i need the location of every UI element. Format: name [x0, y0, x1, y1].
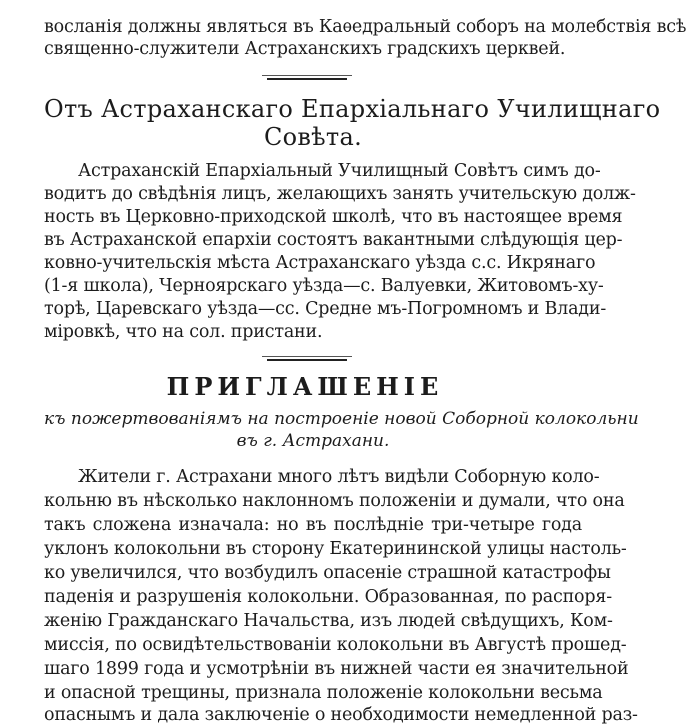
notice-text-line: міровкѣ, что на сол. пристани.: [44, 322, 323, 342]
section-divider: [262, 75, 352, 76]
invitation-text-line: такъ сложена изначала: но въ послѣдніе три-четыре года: [44, 515, 582, 535]
top-paragraph-line: восланія должны являться въ Каѳедральный соборъ на молебствія всѣ: [44, 17, 686, 37]
top-paragraph-line: священно-служители Астраханскихъ градскихъ церквей.: [44, 39, 566, 59]
invitation-text-line: ко увеличился, что возбудилъ опасеніе страшной катастрофы: [44, 563, 611, 583]
section-divider: [262, 356, 352, 357]
invitation-text-line: паденія и разрушенія колокольни. Образованная, по распоря-: [44, 587, 612, 607]
notice-text-line: водитъ до свѣдѣнія лицъ, желающихъ занять учительскую долж-: [44, 184, 636, 204]
invitation-subtitle-line: къ пожертвованіямъ на построеніе новой Соборной колокольни: [44, 409, 639, 429]
invitation-title: ПРИГЛАШЕНІЕ: [166, 372, 444, 401]
invitation-text-line: уклонъ колокольни въ сторону Екатерининской улицы настоль-: [44, 539, 627, 559]
notice-text-line: ковно-учительскія мѣста Астраханскаго уѣзда с.с. Икрянаго: [44, 253, 596, 273]
invitation-text-line: опаснымъ и дала заключеніе о необходимости немедленной раз-: [44, 705, 638, 725]
invitation-text-line: и опасной трещины, признала положеніе колокольни весьма: [44, 683, 603, 703]
invitation-text-line: Жители г. Астрахани много лѣтъ видѣли Соборную коло-: [78, 467, 600, 487]
notice-text-line: Астраханскій Епархіальный Училищный Совѣтъ симъ до-: [78, 161, 601, 181]
invitation-subtitle-line: въ г. Астрахани.: [236, 431, 390, 451]
invitation-text-line: кольню въ нѣсколько наклонномъ положеніи и думали, что она: [44, 491, 625, 511]
notice-heading-line: Отъ Астраханскаго Епархіальнаго Училищнаго: [44, 95, 661, 123]
notice-text-line: (1-я школа), Черноярскаго уѣзда—с. Валуевки, Житовомъ-ху-: [44, 276, 604, 296]
section-divider: [267, 359, 347, 361]
invitation-text-line: миссія, по освидѣтельствованіи колокольни въ Августѣ прошед-: [44, 635, 627, 655]
section-divider: [267, 78, 347, 80]
invitation-text-line: женію Гражданскаго Начальства, изъ людей свѣдущихъ, Ком-: [44, 611, 613, 631]
invitation-text-line: шаго 1899 года и усмотрѣніи въ нижней части ея значительной: [44, 659, 629, 679]
notice-heading-line: Совѣта.: [263, 123, 363, 151]
notice-text-line: ность въ Церковно-приходской школѣ, что въ настоящее время: [44, 207, 623, 227]
notice-text-line: торѣ, Царевскаго уѣзда—сс. Средне мъ-Погромномъ и Влади-: [44, 299, 607, 319]
notice-text-line: въ Астраханской епархіи состоятъ вакантными слѣдующія цер-: [44, 230, 623, 250]
